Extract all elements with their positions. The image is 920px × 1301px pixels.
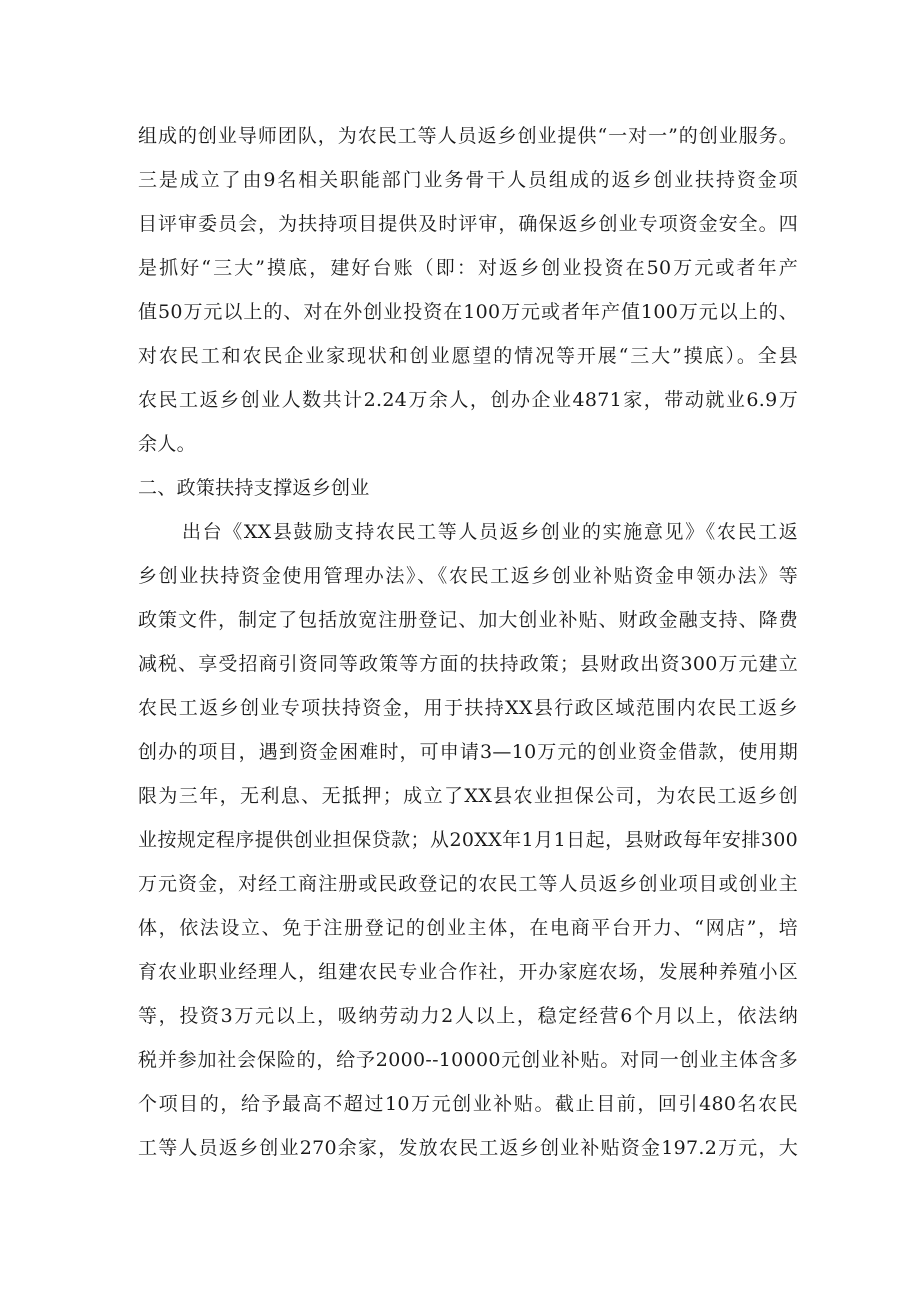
paragraph-line: 余人。 [138, 433, 196, 455]
section-heading: 二、政策扶持支撑返乡创业 [138, 477, 370, 499]
paragraph-line: 创办的项目，遇到资金困难时，可申请3—10万元的创业资金借款，使用期 [138, 741, 798, 763]
paragraph-line: 万元资金，对经工商注册或民政登记的农民工等人员返乡创业项目或创业主 [138, 873, 798, 895]
paragraph-line: 农民工返乡创业专项扶持资金，用于扶持XX县行政区域范围内农民工返乡 [138, 697, 798, 719]
paragraph-line: 农民工返乡创业人数共计2.24万余人，创办企业4871家，带动就业6.9万 [138, 389, 798, 411]
paragraph-line: 对农民工和农民企业家现状和创业愿望的情况等开展“三大”摸底）。全县 [138, 345, 798, 367]
paragraph-line: 目评审委员会，为扶持项目提供及时评审，确保返乡创业专项资金安全。四 [138, 213, 798, 235]
paragraph-line: 等，投资3万元以上，吸纳劳动力2人以上，稳定经营6个月以上，依法纳 [138, 1005, 798, 1027]
paragraph-line: 育农业职业经理人，组建农民专业合作社，开办家庭农场，发展种养殖小区 [138, 961, 798, 983]
paragraph-line: 税并参加社会保险的，给予2000--10000元创业补贴。对同一创业主体含多 [138, 1049, 798, 1071]
paragraph-line: 组成的创业导师团队，为农民工等人员返乡创业提供“一对一”的创业服务。 [138, 125, 798, 147]
paragraph-line: 业按规定程序提供创业担保贷款；从20XX年1月1日起，县财政每年安排300 [138, 829, 798, 851]
paragraph-line: 出台《XX县鼓励支持农民工等人员返乡创业的实施意见》《农民工返 [182, 521, 798, 543]
paragraph-line: 限为三年，无利息、无抵押；成立了XX县农业担保公司，为农民工返乡创 [138, 785, 798, 807]
paragraph-line: 乡创业扶持资金使用管理办法》、《农民工返乡创业补贴资金申领办法》等 [138, 565, 798, 587]
paragraph-line: 是抓好“三大”摸底，建好台账（即：对返乡创业投资在50万元或者年产 [138, 257, 798, 279]
paragraph-line: 工等人员返乡创业270余家，发放农民工返乡创业补贴资金197.2万元，大 [138, 1137, 798, 1159]
paragraph-line: 个项目的，给予最高不超过10万元创业补贴。截止目前，回引480名农民 [138, 1093, 798, 1115]
paragraph-line: 减税、享受招商引资同等政策等方面的扶持政策；县财政出资300万元建立 [138, 653, 798, 675]
paragraph-line: 值50万元以上的、对在外创业投资在100万元或者年产值100万元以上的、 [138, 301, 798, 323]
paragraph-line: 体，依法设立、免于注册登记的创业主体，在电商平台开力、“网店”，培 [138, 917, 798, 939]
paragraph-line: 三是成立了由9名相关职能部门业务骨干人员组成的返乡创业扶持资金项 [138, 169, 798, 191]
document-body [138, 114, 798, 1170]
paragraph-line: 政策文件，制定了包括放宽注册登记、加大创业补贴、财政金融支持、降费 [138, 609, 798, 631]
